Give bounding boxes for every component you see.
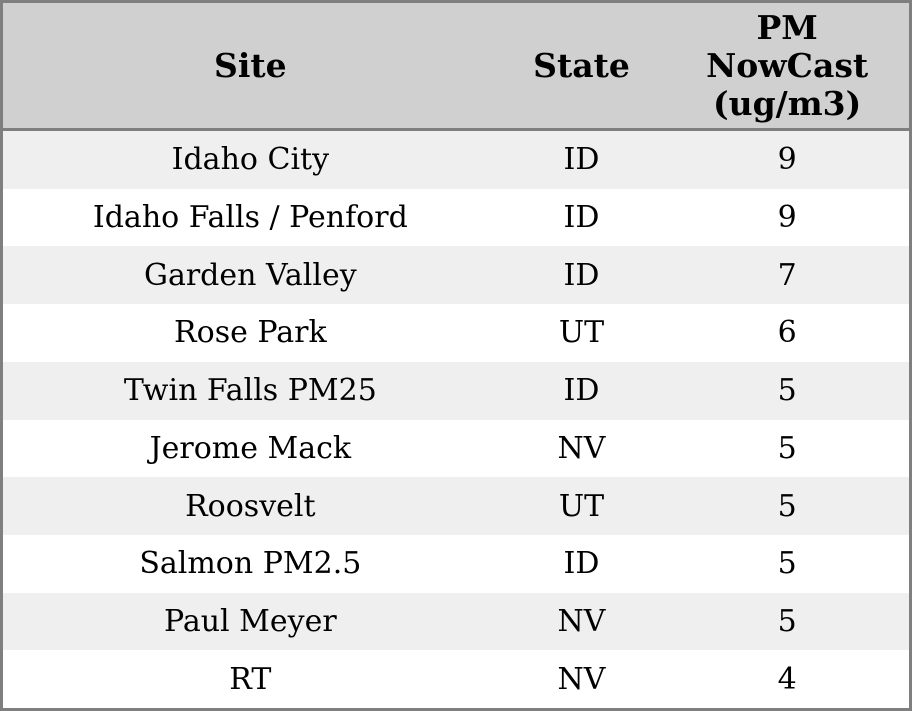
- pm-nowcast-cell: 5: [777, 488, 797, 524]
- state-cell: ID: [563, 546, 600, 582]
- column-header-pm-nowcast: [665, 9, 909, 123]
- site-cell: Jerome Mack: [149, 430, 352, 466]
- site-cell: RT: [229, 661, 272, 697]
- table-row: [3, 477, 909, 535]
- pm-nowcast-cell: 5: [777, 430, 797, 466]
- table-row: [3, 304, 909, 362]
- pm-nowcast-cell: 9: [777, 142, 797, 178]
- pm-nowcast-cell: 9: [777, 200, 797, 236]
- site-cell: Paul Meyer: [163, 603, 337, 639]
- state-cell: NV: [557, 603, 606, 639]
- state-cell: ID: [563, 142, 600, 178]
- table-header-row: [3, 3, 909, 131]
- table-row: [3, 189, 909, 247]
- state-cell: NV: [557, 661, 606, 697]
- table-row: [3, 131, 909, 189]
- table-row: [3, 535, 909, 593]
- table-row: [3, 362, 909, 420]
- table-body: [3, 131, 909, 708]
- state-cell: ID: [563, 200, 600, 236]
- column-header-site-label: Site: [214, 45, 287, 85]
- pm-nowcast-cell: 5: [777, 373, 797, 409]
- site-cell: Idaho City: [171, 142, 330, 178]
- table-row: [3, 420, 909, 478]
- table-row: [3, 246, 909, 304]
- site-cell: Salmon PM2.5: [139, 546, 362, 582]
- table-row: [3, 593, 909, 651]
- site-cell: Garden Valley: [143, 257, 357, 293]
- column-header-state: [498, 47, 666, 85]
- column-header-state-label: State: [533, 45, 630, 85]
- site-cell: Roosvelt: [185, 488, 316, 524]
- pm-nowcast-cell: 5: [777, 546, 797, 582]
- state-cell: NV: [557, 430, 606, 466]
- pm-nowcast-cell: 4: [777, 661, 797, 697]
- column-header-site: [3, 47, 498, 85]
- column-header-pm-nowcast-label: PM NowCast (ug/m3): [706, 7, 869, 123]
- site-cell: Idaho Falls / Penford: [92, 200, 408, 236]
- state-cell: ID: [563, 373, 600, 409]
- pm-nowcast-cell: 6: [777, 315, 797, 351]
- pm-nowcast-cell: 5: [777, 603, 797, 639]
- state-cell: UT: [558, 315, 605, 351]
- site-cell: Twin Falls PM25: [123, 373, 377, 409]
- table-row: [3, 650, 909, 708]
- site-cell: Rose Park: [174, 315, 327, 351]
- state-cell: UT: [558, 488, 605, 524]
- state-cell: ID: [563, 257, 600, 293]
- pm-nowcast-cell: 7: [777, 257, 797, 293]
